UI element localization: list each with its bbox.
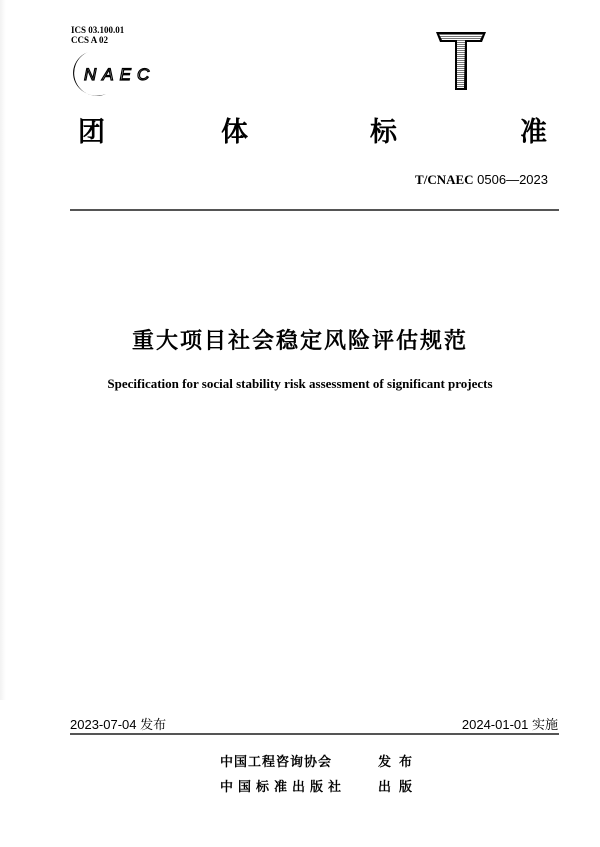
standard-code-number: 0506—2023 — [473, 172, 548, 187]
implementation-date: 2024-01-01 实施 — [461, 717, 558, 732]
ics-code: ICS 03.100.01 — [71, 25, 125, 35]
ccs-code: CCS A 02 — [71, 35, 109, 45]
standard-type-char: 标 — [370, 117, 397, 148]
classification-codes — [71, 25, 124, 45]
naec-logo-icon — [66, 50, 156, 96]
standard-code-prefix: T/CNAEC — [415, 172, 474, 187]
document-title-english: Specification for social stability risk assessment of significant projects — [107, 376, 493, 391]
publisher-org: 中国标准出版社 — [220, 780, 347, 795]
publisher-org: 中国工程咨询协会 — [220, 755, 333, 770]
issue-date: 2023-07-04 发布 — [70, 717, 167, 732]
publisher-row — [220, 776, 420, 795]
publisher-role: 出版 — [378, 780, 421, 795]
logo-text: NAEC — [84, 65, 156, 84]
footer-divider — [70, 733, 559, 735]
standard-type-char: 团 — [78, 117, 105, 148]
standard-code — [415, 172, 548, 188]
document-title-chinese: 重大项目社会稳定风险评估规范 — [131, 329, 468, 354]
publisher-row — [220, 751, 420, 770]
t-standard-mark-icon — [436, 32, 486, 90]
publisher-role: 发布 — [378, 755, 421, 770]
standard-type-char: 体 — [221, 117, 248, 148]
header-divider — [70, 209, 559, 211]
standard-type-char: 准 — [520, 117, 547, 148]
standard-type-heading — [78, 116, 548, 150]
